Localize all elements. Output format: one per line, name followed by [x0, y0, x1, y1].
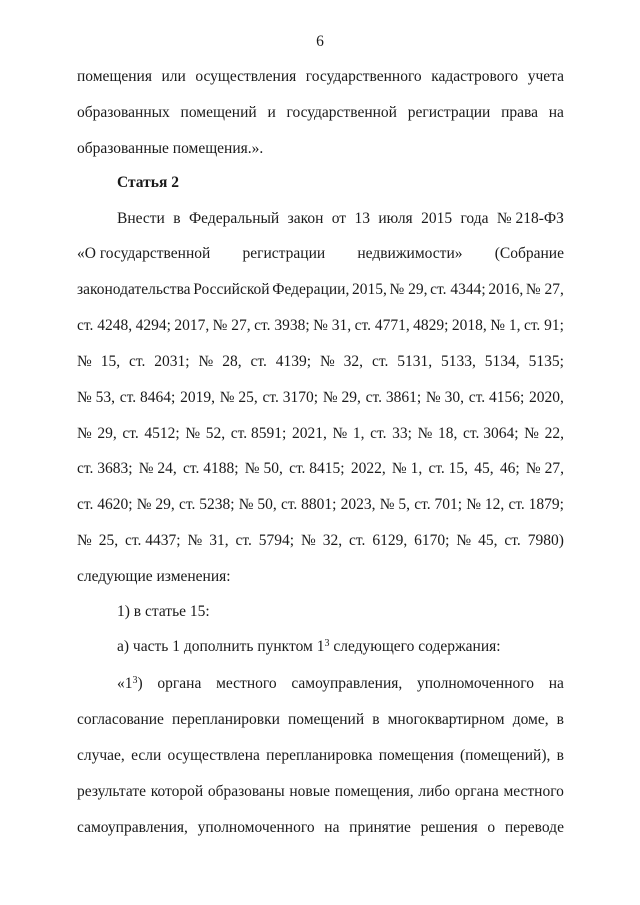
word: 22,	[544, 425, 564, 442]
word: № 218-ФЗ	[496, 210, 564, 227]
word: 2018,	[451, 317, 487, 334]
para2-line5	[77, 353, 564, 371]
word: 2016,	[488, 281, 524, 298]
word: которой	[150, 783, 204, 800]
word: образованы	[207, 783, 285, 800]
word: 1,	[352, 425, 365, 442]
para1-line2	[77, 104, 564, 122]
word: ст.	[504, 532, 521, 549]
para2-line1	[117, 210, 564, 228]
word: №	[456, 532, 472, 549]
word: 4829;	[413, 317, 449, 334]
para1-line3: образованные помещения.».	[77, 140, 264, 157]
para2-line6	[77, 389, 564, 407]
word: органа	[454, 783, 499, 800]
quote-clause-number	[117, 675, 143, 693]
word: года	[460, 210, 489, 227]
word: ст. 8801;	[280, 496, 337, 513]
word: ст. 3938;	[254, 317, 310, 334]
word: согласование	[77, 711, 164, 728]
word: 5134,	[484, 353, 520, 370]
word: ст. 4771,	[354, 317, 410, 334]
word: случае,	[77, 747, 125, 764]
word: помещений	[180, 104, 257, 121]
para2-line3	[77, 281, 564, 299]
word: самоуправления,	[77, 819, 188, 836]
word: 2017,	[174, 317, 210, 334]
quote-line5	[77, 819, 564, 837]
quote-word: уполномоченного	[417, 675, 534, 692]
word: ст.	[349, 532, 366, 549]
quote-word: на	[548, 675, 564, 692]
word: №	[417, 425, 433, 442]
word: 2015	[421, 210, 453, 227]
word: осуществления	[195, 68, 297, 85]
word: 32,	[322, 532, 343, 549]
word: права	[501, 104, 539, 121]
word: помещения	[77, 68, 152, 85]
word: помещения	[378, 747, 454, 764]
word: 25,	[98, 532, 119, 549]
word: №	[301, 532, 316, 549]
para2-line7	[77, 425, 564, 443]
word: 2021,	[291, 425, 327, 442]
word: №	[319, 353, 335, 370]
word: Российской	[193, 281, 270, 298]
word: решения	[420, 819, 478, 836]
quote-word: самоуправления,	[291, 675, 403, 692]
word: ст.	[128, 353, 146, 370]
word: (Собрание	[494, 245, 564, 262]
quote-open: «1	[117, 675, 133, 692]
word: 4139;	[275, 353, 312, 370]
word: № 27,	[525, 460, 564, 477]
word: 2019,	[180, 389, 215, 406]
word: учета	[527, 68, 564, 85]
word: ст. 4248,	[77, 317, 133, 334]
word: 4294;	[135, 317, 171, 334]
word: № 50,	[244, 460, 283, 477]
word: ст. 5238;	[178, 496, 235, 513]
word: 45,	[474, 460, 494, 477]
quote-line4	[77, 783, 564, 801]
para1-line1	[77, 68, 564, 86]
word: № 29,	[389, 281, 428, 298]
word: новые	[289, 783, 331, 800]
word: № 29,	[136, 496, 175, 513]
word: 13	[354, 210, 370, 227]
word: 6170;	[414, 532, 450, 549]
word: от	[331, 210, 347, 227]
quote-line2	[77, 711, 564, 729]
word: местного	[503, 783, 564, 800]
word: 45,	[478, 532, 498, 549]
word: осуществлена	[167, 747, 260, 764]
word: 46;	[499, 460, 520, 477]
word: №	[332, 425, 348, 442]
word: и	[267, 104, 276, 121]
word: ст. 15,	[428, 460, 469, 477]
word: 5133,	[441, 353, 476, 370]
word: 33;	[392, 425, 412, 442]
quote-word: местного	[216, 675, 277, 692]
word: помещения,	[334, 783, 414, 800]
word: ст. 4156;	[468, 389, 525, 406]
para2-line10	[77, 532, 564, 550]
word: №	[524, 425, 539, 442]
word: Внести	[117, 210, 165, 227]
word: № 50,	[238, 496, 277, 513]
word: 6129,	[372, 532, 408, 549]
word: № 29,	[322, 389, 361, 406]
word: на	[324, 819, 340, 836]
item-1: 1) в статье 15:	[117, 603, 210, 620]
word: государственного	[305, 68, 422, 85]
word: № 1,	[391, 460, 423, 477]
word: 2020,	[529, 389, 564, 406]
word: июля	[378, 210, 413, 227]
word: ст. 3683;	[77, 460, 133, 477]
item-a-text-after: следующего содержания:	[329, 638, 501, 655]
word: ст. 8464;	[119, 389, 176, 406]
word: №	[77, 532, 92, 549]
word: или	[161, 68, 186, 85]
word: в	[173, 210, 181, 227]
word: ст.	[371, 353, 389, 370]
para2-line2	[77, 245, 564, 263]
word: в	[556, 747, 564, 764]
word: ст. 91;	[523, 317, 564, 334]
word: ст.	[122, 425, 139, 442]
word: № 53,	[77, 389, 116, 406]
word: № 12,	[466, 496, 505, 513]
word: № 27,	[525, 281, 564, 298]
word: 4512;	[144, 425, 180, 442]
word: № 27,	[212, 317, 251, 334]
article-heading: Статья 2	[117, 174, 179, 191]
para2-line9	[77, 496, 564, 514]
word: недвижимости»	[357, 245, 463, 262]
word: если	[131, 747, 162, 764]
word: 5794;	[258, 532, 295, 549]
word: № 30,	[425, 389, 464, 406]
word: 2023,	[340, 496, 376, 513]
word: 18,	[437, 425, 458, 442]
word: № 24,	[138, 460, 177, 477]
word: государственной	[286, 104, 397, 121]
word: 15,	[100, 353, 121, 370]
word: ст. 8591;	[230, 425, 287, 442]
quote-line3	[77, 747, 564, 765]
word: принятие	[349, 819, 411, 836]
word: в	[556, 711, 564, 728]
word: ст. 4620;	[77, 496, 133, 513]
word: 29,	[97, 425, 117, 442]
quote-superscript: 3	[132, 675, 138, 686]
word: 7980)	[527, 532, 564, 549]
word: 5131,	[397, 353, 433, 370]
word: ст. 701;	[414, 496, 463, 513]
word: ст. 4344;	[430, 281, 486, 298]
word: образованных	[77, 104, 170, 121]
item-a	[117, 638, 564, 656]
word: помещений	[288, 711, 365, 728]
word: ст.	[370, 425, 387, 442]
word: кадастрового	[431, 68, 519, 85]
word: №	[198, 353, 214, 370]
word: переводе	[504, 819, 564, 836]
word: на	[548, 104, 564, 121]
word: 31,	[209, 532, 229, 549]
word: (помещений),	[460, 747, 551, 764]
item-a-superscript: 3	[324, 638, 330, 649]
para2-line4	[77, 317, 564, 335]
word: доме,	[512, 711, 549, 728]
word: многоквартирном	[387, 711, 505, 728]
quote-line1	[117, 675, 564, 693]
word: о	[487, 819, 496, 836]
word: ст. 3861;	[365, 389, 422, 406]
word: законодательства	[77, 281, 191, 298]
word: 52,	[205, 425, 226, 442]
word: ст.	[250, 353, 267, 370]
word: уполномоченного	[197, 819, 315, 836]
word: № 5,	[379, 496, 411, 513]
word: перепланировка	[266, 747, 373, 764]
word: ст. 3170;	[262, 389, 319, 406]
word: 28,	[222, 353, 242, 370]
word: № 25,	[219, 389, 258, 406]
word: либо	[418, 783, 451, 800]
para2-line8	[77, 460, 564, 478]
word: регистрации	[242, 245, 326, 262]
word: Федерации,	[272, 281, 350, 298]
word: №	[185, 425, 201, 442]
word: ст.	[235, 532, 252, 549]
word: №	[77, 353, 92, 370]
word: 5135;	[528, 353, 564, 370]
word: 2031;	[154, 353, 190, 370]
word: ст. 4437;	[125, 532, 181, 549]
word: 2022,	[350, 460, 386, 477]
word: регистрации	[407, 104, 491, 121]
word: № 31,	[313, 317, 352, 334]
word: ст. 4188;	[183, 460, 239, 477]
word: Федеральный	[188, 210, 280, 227]
word: №	[77, 425, 92, 442]
quote-word: органа	[157, 675, 202, 692]
page-number: 6	[316, 33, 324, 50]
word: 32,	[343, 353, 364, 370]
word: №	[187, 532, 203, 549]
word: результате	[77, 783, 146, 800]
word: № 1,	[490, 317, 521, 334]
para2-line11: следующие изменения:	[77, 568, 231, 585]
word: ст. 8415;	[289, 460, 345, 477]
item-a-text-before: а) часть 1 дополнить пунктом 1	[117, 638, 325, 655]
quote-paren: )	[137, 675, 143, 692]
word: ст. 1879;	[508, 496, 564, 513]
word: перепланировки	[171, 711, 280, 728]
word: «О государственной	[77, 245, 211, 262]
word: ст. 3064;	[462, 425, 519, 442]
word: в	[372, 711, 380, 728]
word: 2015,	[351, 281, 387, 298]
word: закон	[287, 210, 324, 227]
